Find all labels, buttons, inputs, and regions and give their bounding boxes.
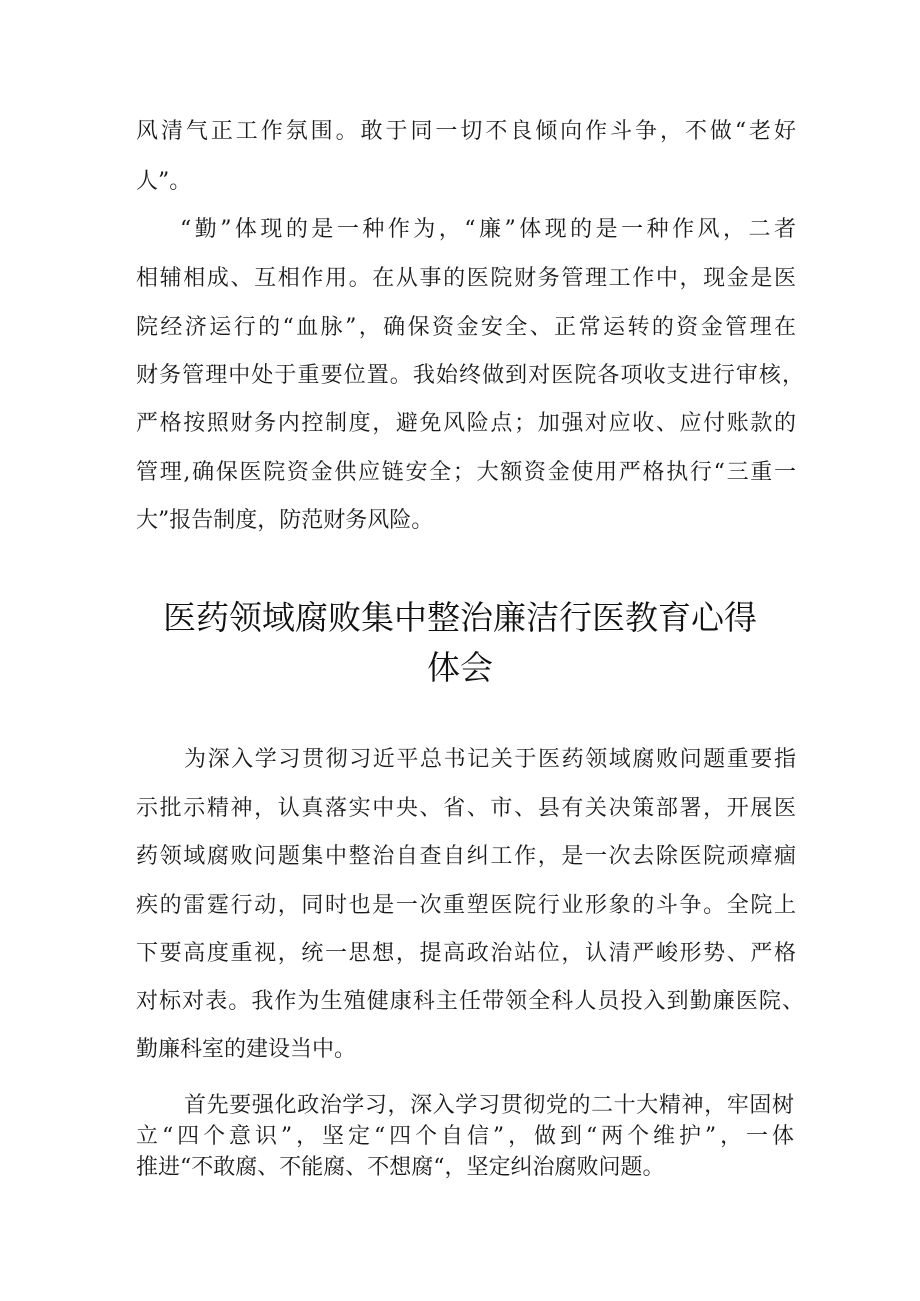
text-line: 下要高度重视，统一思想，提高政治站位，认清严峻形势、严格 — [136, 941, 796, 966]
text-line: 大”报告制度，防范财务风险。 — [136, 508, 434, 533]
text-line: 推进“不敢腐、不能腐、不想腐“，坚定纠治腐败问题。 — [136, 1155, 665, 1180]
text-line: 财务管理中处于重要位置。我始终做到对医院各项收支进行审核， — [136, 363, 804, 388]
text-line: 管理,确保医院资金供应链安全；大额资金使用严格执行“三重一 — [136, 460, 796, 485]
text-line: 药领域腐败问题集中整治自查自纠工作，是一次去除医院顽瘴痼 — [136, 844, 796, 869]
text-line: 严格按照财务内控制度，避免风险点；加强对应收、应付账款的 — [136, 411, 796, 436]
text-line: 疾的雷霆行动，同时也是一次重塑医院行业形象的斗争。全院上 — [136, 893, 796, 918]
text-line: 人”。 — [136, 169, 192, 194]
title-line: 医药领域腐败集中整治廉洁行医教育心得 — [163, 598, 757, 637]
text-line: “勤”体现的是一种作为，“廉”体现的是一种作风，二者 — [180, 217, 796, 242]
text-line: 示批示精神，认真落实中央、省、市、县有关决策部署，开展医 — [136, 796, 796, 821]
text-line: 风清气正工作氛围。敢于同一切不良倾向作斗争，不做“老好 — [136, 119, 796, 144]
text-line: 院经济运行的“血脉”，确保资金安全、正常运转的资金管理在 — [136, 315, 796, 340]
text-line: 勤廉科室的建设当中。 — [136, 1037, 357, 1062]
text-line: 对标对表。我作为生殖健康科主任带领全科人员投入到勤廉医院、 — [136, 989, 804, 1014]
text-line: 立“四个意识”，坚定“四个自信”，做到“两个维护”，一体 — [136, 1124, 794, 1149]
title-line: 体会 — [427, 648, 493, 687]
text-line: 相辅相成、互相作用。在从事的医院财务管理工作中，现金是医 — [136, 266, 796, 291]
text-line: 为深入学习贯彻习近平总书记关于医药领域腐败问题重要指 — [184, 747, 796, 772]
text-line: 首先要强化政治学习，深入学习贯彻党的二十大精神，牢固树 — [184, 1093, 794, 1118]
